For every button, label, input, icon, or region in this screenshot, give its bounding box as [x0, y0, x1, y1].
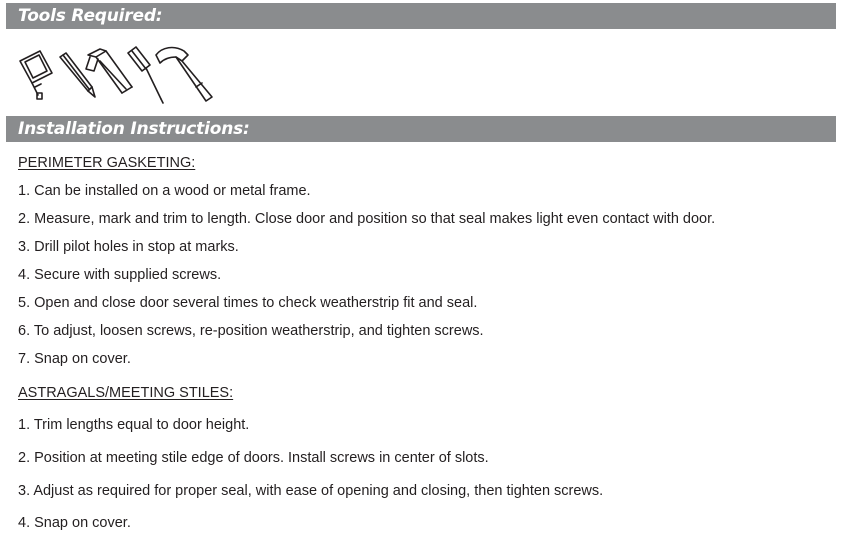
screwdriver-icon — [128, 47, 163, 103]
hammer-icon — [156, 48, 212, 101]
hacksaw-icon — [86, 49, 132, 93]
perimeter-step-2: 2. Measure, mark and trim to length. Close door and position so that seal makes light even contact with door. — [18, 211, 716, 227]
astragals-step-3: 3. Adjust as required for proper seal, with ease of opening and closing, then tighten screws. — [18, 483, 604, 499]
tools-required-title: Tools Required: — [18, 6, 163, 26]
astragals-step-4: 4. Snap on cover. — [18, 515, 131, 531]
tape-measure-icon — [20, 51, 52, 99]
perimeter-step-6: 6. To adjust, loosen screws, re-position weatherstrip, and tighten screws. — [18, 323, 484, 339]
perimeter-step-1: 1. Can be installed on a wood or metal frame. — [18, 183, 311, 199]
tools-required-header — [6, 3, 836, 29]
installation-instructions-title: Installation Instructions: — [18, 119, 250, 139]
astragals-heading: ASTRAGALS/MEETING STILES: — [18, 385, 234, 401]
tools-illustration — [16, 43, 216, 105]
astragals-step-2: 2. Position at meeting stile edge of doors. Install screws in center of slots. — [18, 450, 489, 466]
perimeter-step-4: 4. Secure with supplied screws. — [18, 267, 222, 283]
perimeter-step-3: 3. Drill pilot holes in stop at marks. — [18, 239, 239, 255]
perimeter-step-7: 7. Snap on cover. — [18, 351, 131, 367]
astragals-step-1: 1. Trim lengths equal to door height. — [18, 417, 250, 433]
installation-instructions-header — [6, 116, 836, 142]
perimeter-gasketing-heading: PERIMETER GASKETING: — [18, 155, 196, 171]
perimeter-step-5: 5. Open and close door several times to check weatherstrip fit and seal. — [18, 295, 478, 311]
